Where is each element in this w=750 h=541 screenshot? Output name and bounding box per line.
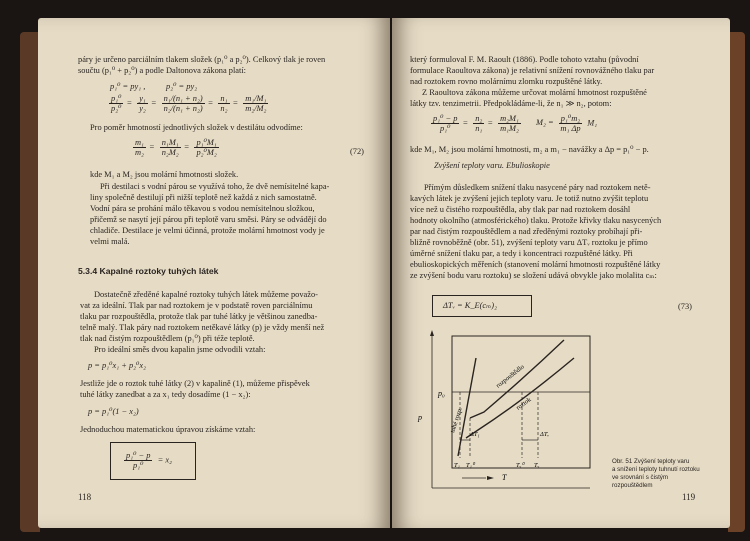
- intro-line-2: součtu (p₁⁰ + p₂⁰) a podle Daltonova zákona platí:: [78, 66, 246, 75]
- ebullioscopy-line-6: bližně rovnoběžně (obr. 51), zvýšení teploty varu ΔTᵥ roztoku je přímo: [410, 238, 648, 247]
- boxed-equation-raoult: $\frac{\text{p₁⁰ − p}}{\text{p₁⁰}}$ = x₂: [110, 442, 196, 480]
- p0-label: p₀: [438, 389, 445, 398]
- steam-distillation-line-2: liny společně destilují při nižší teplotě než každá z nich samostatně.: [90, 193, 317, 202]
- raoult-line-5: látky tzv. tenzimetrii. Předpokládáme-li, že n₁ ≫ n₂, potom:: [410, 99, 612, 108]
- y-axis-arrow: [430, 330, 434, 336]
- solute-line-2: tuhé látky zanedbat a za x₁ tedy dosadíme (1 − x₂):: [80, 390, 251, 399]
- figure-caption-line-1: Obr. 51 Zvýšení teploty varu: [612, 458, 690, 465]
- ebullioscopy-line-2: kavých látek je zvýšení jejich teploty varu. Je totiž nutno zvýšit teplotu: [410, 194, 649, 203]
- y-axis-label: p: [418, 413, 422, 422]
- molar-mass-definition: kde M₁, M₂ jsou molární hmotnosti, m₂ a m₁ − navážky a Δp = p₁⁰ − p.: [410, 145, 649, 154]
- solid-solution-line-3: tlaku par rozpouštědla, protože tlak par tuhé látky je většinou zanedba-: [80, 312, 318, 321]
- figure-51-diagram: [414, 328, 594, 508]
- equation-raoult-partial: p = p₁⁰(1 − x₂): [88, 407, 139, 416]
- figure-caption-line-2: a snížení teploty tuhnutí roztoku: [612, 466, 700, 473]
- steam-distillation-line-1: Při destilaci s vodní párou se využívá toho, že dvě nemísitelné kapa-: [100, 182, 330, 191]
- solid-curve: [458, 358, 476, 456]
- x-axis-arrow: [487, 476, 494, 480]
- book-cover-edge-right: [728, 32, 745, 532]
- dtv-label: ΔTᵥ: [540, 431, 550, 438]
- equation-72: $\frac{\text{m₁}}{\text{m₂}}$ = $\frac{\text{n₁M₁}}{\text{n₂M₂}}$ = $\frac{\text{p₁⁰M₁}}{\text{p₂⁰M₂}}$: [135, 138, 217, 157]
- ebullioscopy-line-7: úměrné snížení tlaku par, a tedy i koncentraci rozpuštěné látky. Při: [410, 249, 633, 258]
- solution-curve-label: roztok: [515, 396, 533, 412]
- book-cover-edge-left: [20, 32, 40, 532]
- boxed-equation-73: [432, 295, 532, 317]
- solid-solution-line-5: tlak nad čistým rozpouštědlem (p₁⁰) při téže teplotě.: [80, 334, 255, 343]
- raoult-line-3: nad roztokem rovno molárnímu zlomku rozpuštěné látky.: [410, 77, 603, 86]
- steam-distillation-line-6: velmi malá.: [90, 237, 130, 246]
- manipulation-text: Jednoduchou matematickou úpravou získáme vztah:: [80, 425, 256, 434]
- steam-distillation-line-4: přičemž se nasytí její párou při teplotě varu směsi. Páry se odvádějí do: [90, 215, 327, 224]
- t10-label: T₁⁰: [466, 462, 475, 469]
- solid-solution-line-2: vat za ideální. Tlak par nad roztokem je v podstatě roven parciálnímu: [80, 301, 313, 310]
- raoult-line-2: formulace Raoultova zákona) je relativní snížení rovnovážného tlaku par: [410, 66, 655, 75]
- equation-dalton-1: p₁⁰ = py₁ ,: [110, 82, 146, 91]
- ebullioscopy-line-5: par nad čistým rozpouštědlem a nad zředěnými roztoky probíhají při-: [410, 227, 643, 236]
- subheading-ebullioscopy: Zvýšení teploty varu. Ebulioskopie: [434, 161, 550, 170]
- ratio-text: Pro poměr hmotností jednotlivých složek v destilátu odvodíme:: [90, 123, 303, 132]
- ebullioscopy-line-8: ebulioskopických měřeních (stanovení molární hmotnosti rozpuštěné látky: [410, 260, 661, 269]
- tv0-label: Tᵥ⁰: [516, 462, 525, 469]
- solid-solution-line-1: Dostatečně zředěné kapalné roztoky tuhých látek můžeme považo-: [94, 290, 318, 299]
- boxed-equation-73-text: ΔTᵥ = K_E(cₘ)₂: [443, 301, 497, 310]
- ebullioscopy-line-9: ze zvýšení bodu varu roztoku) se složení udává obvykle jako molalita cₘ:: [410, 271, 657, 280]
- figure-caption-line-3: ve srovnání s čistým: [612, 474, 669, 481]
- equation-ideal-mixture: p = p₁⁰x₁ + p₂⁰x₂: [88, 361, 147, 370]
- solid-solution-line-4: telně malý. Tlak páry nad roztokem netěkavé látky (p) je vždy menší než: [80, 323, 325, 332]
- equation-number-73: (73): [678, 302, 692, 311]
- page-number-right: 119: [682, 492, 696, 502]
- intro-line-1: páry je určeno parciálním tlakem složek (p₁⁰ a p₂⁰). Celkový tlak je roven: [78, 55, 326, 64]
- right-page: [392, 18, 730, 528]
- ebullioscopy-line-3: více než u čistého rozpouštědla, aby tlak par nad roztokem dosáhl: [410, 205, 631, 214]
- page-number-left: 118: [78, 492, 92, 502]
- solid-curve-label: tuhé rozp.: [449, 406, 464, 434]
- x-axis-label: T: [502, 473, 507, 482]
- molar-mass-text: kde M₁ a M₂ jsou molární hmotnosti složek.: [90, 170, 239, 179]
- figure-caption-line-4: rozpouštědlem: [612, 482, 653, 489]
- ebullioscopy-line-1: Přímým důsledkem snížení tlaku nasycené páry nad roztokem netě-: [424, 183, 651, 192]
- steam-distillation-line-3: Vodní pára se prohání málo těkavou s vodou nemísitelnou složkou,: [90, 204, 315, 213]
- equation-tensimetry: $\frac{\text{p₁⁰ − p}}{\text{p₁⁰}}$ = $\frac{\text{n₂}}{\text{n₁}}$ = $\frac{\text{m₂M₁}}{\text{m₁M₂}}$ M₂ = $\frac{\text{p₁⁰m₂}}{\text{m₁ Δp}}$ M₁: [433, 114, 598, 133]
- equation-number-72: (72): [350, 147, 364, 156]
- equation-dalton-2: p₂⁰ = py₂: [166, 82, 198, 91]
- raoult-line-1: který formuloval F. M. Raoult (1886). Podle tohoto vztahu (původní: [410, 55, 639, 64]
- t1-label: T₁: [454, 462, 460, 469]
- tv-label: Tᵥ: [534, 462, 540, 469]
- left-page: [38, 18, 390, 528]
- open-book: [20, 18, 745, 533]
- dt1-label: ΔT₁: [470, 431, 480, 438]
- solute-line-1: Jestliže jde o roztok tuhé látky (2) v kapalině (1), můžeme přispěvek: [80, 379, 310, 388]
- solvent-curve-label: rozpouštědlo: [494, 363, 526, 390]
- solid-solution-line-6: Pro ideální směs dvou kapalin jsme odvodili vztah:: [94, 345, 266, 354]
- equation-partial-ratio: $\frac{\text{p₁⁰}}{\text{p₂⁰}}$ = $\frac{\text{y₁}}{\text{y₂}}$ = $\frac{\text{n₁/(n₁ + n₂)}}{\text{n₂/(n₁ + n₂)}}$ = $\frac{\text{n₁}}{\text{n₂}}$ = $\frac{\text{m₁/M₁}}{\text{m₂/M₂}}$: [111, 94, 267, 113]
- section-heading: 5.3.4 Kapalné roztoky tuhých látek: [78, 266, 219, 276]
- ebullioscopy-line-4: hodnoty okolního (atmosférického) tlaku. Protože křivky tlaku nasycených: [410, 216, 662, 225]
- steam-distillation-line-5: chladiče. Destilace je velmi účinná, protože molární hmotnost vody je: [90, 226, 325, 235]
- raoult-line-4: Z Raoultova zákona můžeme určovat molární hmotnost rozpuštěné: [422, 88, 647, 97]
